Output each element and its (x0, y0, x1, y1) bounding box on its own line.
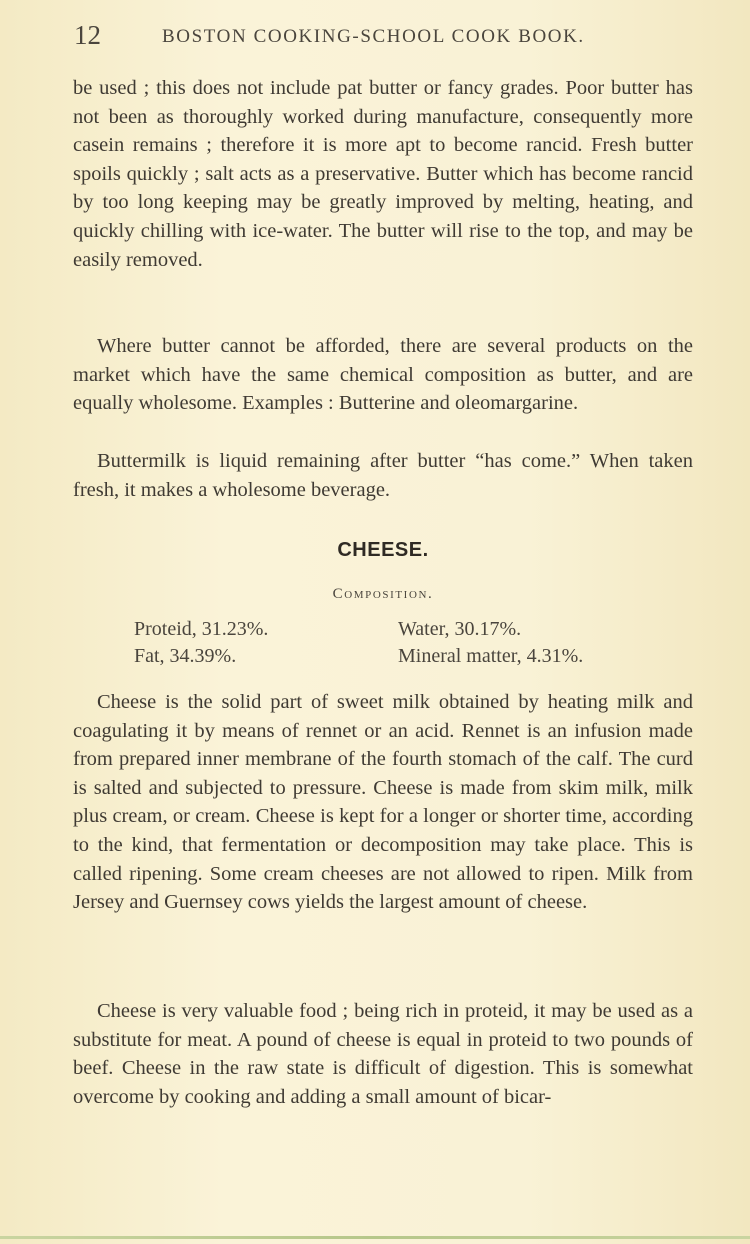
composition-fat: Fat, 34.39%. (134, 645, 237, 667)
paragraph-cheese-value: Cheese is very valuable food ; being rich in proteid, it may be used as a substitute for meat. A pound of cheese is equal in proteid to two pounds of beef. Cheese in the raw state is difficult of digestion. This is somewhat overcome by cooking and adding a small amount of bicar- (73, 1000, 693, 1108)
composition-subheading: Composition. (332, 586, 434, 602)
page-number: 12 (74, 20, 101, 50)
composition-mineral: Mineral matter, 4.31%. (398, 645, 584, 667)
running-head: BOSTON COOKING-SCHOOL COOK BOOK. (162, 26, 585, 47)
section-heading-cheese: CHEESE. (337, 539, 429, 561)
paragraph-buttermilk: Buttermilk is liquid remaining after butter “has come.” When taken fresh, it makes a wholesome beverage. (73, 450, 693, 501)
paragraph-cheese-definition: Cheese is the solid part of sweet milk obtained by heating milk and coagulating it by means of rennet or an acid. Rennet is an infusion made from prepared inner membrane of the fourth stomach of the calf. The curd is salted and subjected to pressure. Cheese is made from skim milk, milk plus cream, or cream. Cheese is kept for a longer or shorter time, according to the kind, that fermentation or decomposition may take place. This is called ripening. Some cream cheeses are not allowed to ripen. Milk from Jersey and Guernsey cows yields the largest amount of cheese. (73, 691, 693, 914)
composition-proteid: Proteid, 31.23%. (134, 618, 269, 640)
page-bottom-edge (0, 1236, 750, 1239)
page-header (74, 20, 694, 52)
composition-water: Water, 30.17%. (398, 618, 522, 640)
paragraph-butter-substitutes: Where butter cannot be afforded, there are several products on the market which have the same chemical composition as butter, and are equally wholesome. Examples : Butterine and oleomargarine. (73, 335, 693, 415)
paragraph-butter-continued: be used ; this does not include pat butter or fancy grades. Poor butter has not been as thoroughly worked during manufacture, consequently more casein remains ; therefore it is more apt to become rancid. Fresh butter spoils quickly ; salt acts as a preservative. Butter which has become rancid by too long keeping may be greatly improved by melting, heating, and quickly chilling with ice-water. The butter will rise to the top, and may be easily removed. (73, 77, 693, 271)
